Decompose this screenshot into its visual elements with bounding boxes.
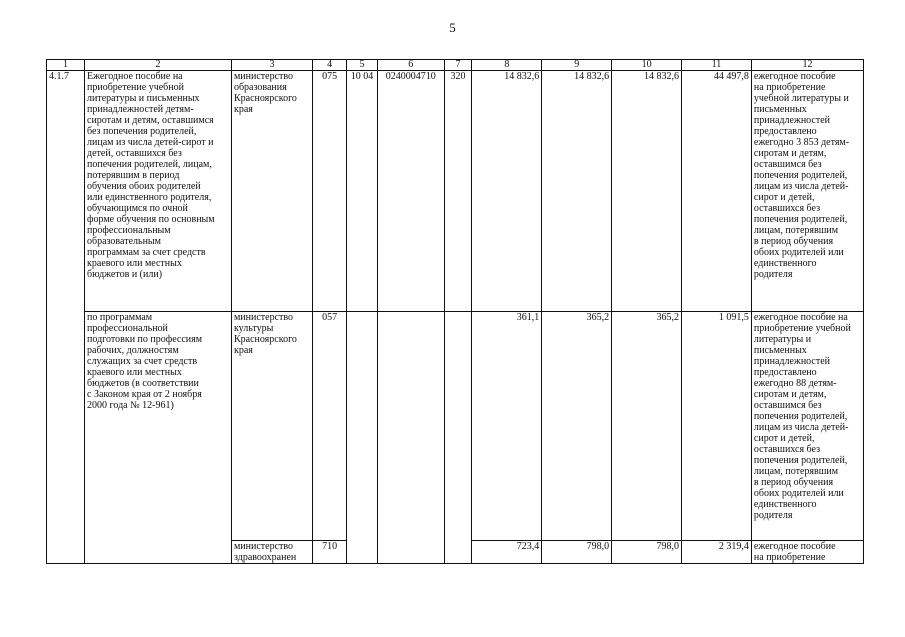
year1-value: 14 832,6 [472, 71, 542, 312]
ministry-code-cell: 075 [313, 71, 347, 312]
year2-value: 14 832,6 [542, 71, 612, 312]
year1-value: 361,1 [472, 312, 542, 541]
year1-value: 723,4 [472, 541, 542, 564]
budget-table [46, 59, 864, 564]
section-cell-empty [347, 312, 378, 564]
table-row [47, 71, 864, 312]
header-col-5: 5 [347, 60, 378, 71]
header-col-8: 8 [472, 60, 542, 71]
target-article-cell-empty [377, 312, 444, 564]
total-value: 44 497,8 [682, 71, 752, 312]
header-col-7: 7 [444, 60, 472, 71]
year3-value: 365,2 [612, 312, 682, 541]
header-col-6: 6 [377, 60, 444, 71]
ministry-cell: министерство здравоохранен [231, 541, 312, 564]
header-row [47, 60, 864, 71]
item-description-cont: по программам профессиональной подготовки по профессиям рабочих, должностям служащих за счет средств краевого или местных бюджетов (в соответствии с Законом края от 2 ноября 2000 года № 12-961) [85, 312, 232, 564]
year2-value: 365,2 [542, 312, 612, 541]
total-value: 1 091,5 [682, 312, 752, 541]
header-col-1: 1 [47, 60, 85, 71]
header-col-12: 12 [751, 60, 863, 71]
item-code: 4.1.7 [47, 71, 85, 564]
section-cell: 10 04 [347, 71, 378, 312]
ministry-cell: министерство культуры Красноярского края [231, 312, 312, 541]
header-col-4: 4 [313, 60, 347, 71]
header-col-2: 2 [85, 60, 232, 71]
header-col-10: 10 [612, 60, 682, 71]
page-number: 5 [449, 20, 456, 35]
ministry-code-cell: 057 [313, 312, 347, 541]
expected-result: ежегодное пособие на приобретение [751, 541, 863, 564]
year3-value: 14 832,6 [612, 71, 682, 312]
header-col-3: 3 [231, 60, 312, 71]
expected-result: ежегодное пособие на приобретение учебной литературы и письменных принадлежностей предоставлено ежегодно 88 детям- сиротам и детям, оставшимся без попечения родителей, лицам из числа детей- сирот и детей, оставшихся без попечения родителей, лицам, потерявшим в период обучения обоих родителей или единственного родителя [751, 312, 863, 541]
total-value: 2 319,4 [682, 541, 752, 564]
year2-value: 798,0 [542, 541, 612, 564]
expense-type-cell: 320 [444, 71, 472, 312]
header-col-11: 11 [682, 60, 752, 71]
table-row [47, 312, 864, 541]
expense-type-cell-empty [444, 312, 472, 564]
ministry-cell: министерство образования Красноярского края [231, 71, 312, 312]
item-description: Ежегодное пособие на приобретение учебной литературы и письменных принадлежностей детям- сиротам и детям, оставшимся без попечения родителей, лицам из числа детей-сирот и детей, оставшихся без попечения родителей, лицам, потерявшим в период обучения обоих родителей или единственного родителя, обучающимся по очной форме обучения по основным профессиональным образовательным программам за счет средств краевого или местных бюджетов и (или) [85, 71, 232, 312]
expected-result: ежегодное пособие на приобретение учебной литературы и письменных принадлежностей предоставлено ежегодно 3 853 детям- сиротам и детям, оставшимся без попечения родителей, лицам из числа детей- сирот и детей, оставшихся без попечения родителей, лицам, потерявшим в период обучения обоих родителей или единственного родителя [751, 71, 863, 312]
ministry-code-cell: 710 [313, 541, 347, 564]
header-col-9: 9 [542, 60, 612, 71]
year3-value: 798,0 [612, 541, 682, 564]
target-article-cell: 0240004710 [377, 71, 444, 312]
